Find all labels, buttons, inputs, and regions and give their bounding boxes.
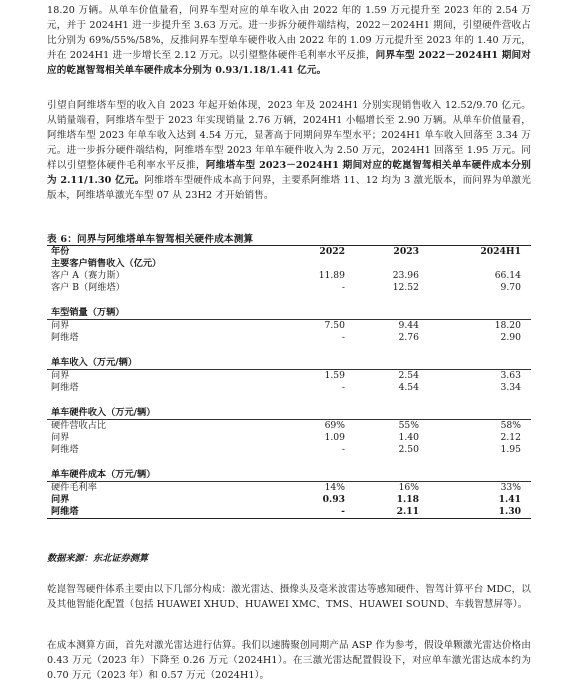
cost-table xyxy=(47,245,531,519)
table-row xyxy=(47,382,531,394)
cell-2024h1: 3.34 xyxy=(500,382,521,393)
paragraph-bold-conclusion: 问界车型 2022－2024H1 期间对应的乾崑智驾相关单车硬件成本分别为 0.93/1.18/1.41 亿元。 xyxy=(47,50,531,76)
cell-2024h1: 1.95 xyxy=(500,444,521,455)
row-label: 硬件毛利率 xyxy=(51,482,97,493)
cell-2023: 12.52 xyxy=(392,282,419,293)
paragraph-lidar-estimate xyxy=(47,638,531,683)
cell-2024h1: 1.41 xyxy=(498,494,521,505)
cell-2023: 16% xyxy=(398,482,419,493)
cell-2023: 2.50 xyxy=(398,444,419,455)
cell-2022: - xyxy=(341,382,345,393)
cell-2022: 7.50 xyxy=(324,320,345,331)
cell-2022: 14% xyxy=(324,482,345,493)
paragraph-text: 引望自阿维塔车型的收入自 2023 年起开始体现，2023 年及 2024H1 分别实现销售收入 12.52/9.70 亿元。从销量端看，阿维塔车型于 2023 年实现销量 2.76 万辆，2024H1 小幅增长至 2.90 万辆。从单车价值量看，阿维塔车型 2023 年单车收入达到 4.54 万元，显著高于同期问界车型水平；2024H1 单车收入回落至 3.34 万元。进一步拆分硬件端结构，阿维塔车型 2023 年单车硬件收入为 2.50 万元，2024H1 回落至 1.95 万元。同样以引望整体硬件毛利率水平反推， xyxy=(47,100,531,171)
row-label: 阿维塔 xyxy=(51,506,79,517)
table-section-row xyxy=(47,258,531,270)
cell-2023: 2.11 xyxy=(396,506,419,517)
header-col-2022: 2022 xyxy=(319,246,345,257)
row-label: 单车收入（万元/辆） xyxy=(51,357,138,368)
table-row xyxy=(47,444,531,456)
table-gap xyxy=(47,344,531,357)
table-body xyxy=(47,258,531,518)
cell-2024h1: 3.63 xyxy=(500,370,521,381)
paragraph-text: 18.20 万辆。从单车价值量看，问界车型对应的单车收入由 2022 年的 1.59 万元提升至 2023 年的 2.54 万元，并于 2024H1 进一步提升至 3.63 万元。进一步拆分硬件端结构，2022－2024H1 期间，引望硬件营收占比分别为 69%/55%/58%，反推问界车型单车硬件收入由 2022 年的 1.09 万元提升至 2023 年的 1.40 万元，并在 2024H1 进一步增长至 2.12 万元。以引望整体硬件毛利率水平反推， xyxy=(47,5,531,61)
table-row xyxy=(47,506,531,518)
cell-2022: - xyxy=(341,332,345,343)
header-col-2024h1: 2024H1 xyxy=(480,246,521,257)
cell-2023: 23.96 xyxy=(392,270,419,281)
paragraph-hardware-composition xyxy=(47,582,531,612)
cell-2023: 1.18 xyxy=(396,494,419,505)
row-label: 问界 xyxy=(51,432,70,443)
table-section-row xyxy=(47,407,531,420)
row-label: 主要客户销售收入（亿元） xyxy=(51,258,162,269)
cell-2023: 2.54 xyxy=(398,370,419,381)
table-row xyxy=(47,370,531,382)
table-section-row xyxy=(47,357,531,370)
paragraph-bold-conclusion: 阿维塔车型 2023－2024H1 期间对应的乾崑智驾相关单车硬件成本分别为 2.11/1.30 亿元。 xyxy=(47,160,531,186)
table-row xyxy=(47,482,531,494)
row-label: 单车硬件成本（万元/辆） xyxy=(51,469,156,480)
cell-2022: 11.89 xyxy=(318,270,345,281)
row-label: 阿维塔 xyxy=(51,332,79,343)
header-col-2023: 2023 xyxy=(393,246,419,257)
table-row xyxy=(47,420,531,432)
table-gap xyxy=(47,456,531,469)
table-row xyxy=(47,320,531,332)
paragraph-text: 乾崑智驾硬件体系主要由以下几部分构成：激光雷达、摄像头及毫米波雷达等感知硬件、智驾计算平台 MDC，以及其他智能化配置（包括 HUAWEI XHUD、HUAWEI XMC、TMS、HUAWEI SOUND、车载智慧屏等）。 xyxy=(47,584,531,610)
cell-2022: 0.93 xyxy=(322,494,345,505)
table-row xyxy=(47,282,531,294)
cell-2022: - xyxy=(341,282,345,293)
cell-2023: 55% xyxy=(398,420,419,431)
row-label: 客户 A（赛力斯） xyxy=(51,270,125,281)
cell-2022: - xyxy=(341,506,345,517)
cell-2024h1: 33% xyxy=(500,482,521,493)
cell-2024h1: 66.14 xyxy=(494,270,521,281)
row-label: 问界 xyxy=(51,370,70,381)
table-bottom-rule xyxy=(47,518,531,519)
table-title: 表 6：问界与阿维塔单车智驾相关硬件成本测算 xyxy=(47,234,254,245)
row-label: 硬件营收占比 xyxy=(51,420,107,431)
paragraph-text-tail: 阿维塔车型硬件成本高于问界，主要系阿维塔 11、12 均为 3 激光版本，而问界为单激光版本，阿维塔单激光车型 07 从 23H2 才开始销售。 xyxy=(47,175,531,201)
table-row xyxy=(47,432,531,444)
paragraph-avatr-cost xyxy=(47,98,531,203)
table-row xyxy=(47,494,531,506)
cell-2022: 69% xyxy=(324,420,345,431)
header-label: 年份 xyxy=(51,246,70,257)
row-label: 问界 xyxy=(51,320,70,331)
paragraph-wenjie-cost xyxy=(47,3,531,78)
cell-2024h1: 9.70 xyxy=(500,282,521,293)
row-label: 阿维塔 xyxy=(51,382,79,393)
cell-2022: - xyxy=(341,444,345,455)
cell-2024h1: 2.90 xyxy=(500,332,521,343)
paragraph-text: 在成本测算方面，首先对激光雷达进行估算。我们以速腾聚创同期产品 ASP 作为参考，假设单颗激光雷达价格由 0.43 万元（2023 年）下降至 0.26 万元（2024H1）。在三激光雷达配置假设下，对应单车激光雷达成本约为 0.70 万元（2023 年）和 0.57 万元（2024H1）。 xyxy=(47,640,531,681)
table-gap xyxy=(47,294,531,307)
cell-2023: 9.44 xyxy=(398,320,419,331)
cell-2023: 4.54 xyxy=(398,382,419,393)
table-section-row xyxy=(47,307,531,320)
cell-2024h1: 58% xyxy=(500,420,521,431)
table-header-row xyxy=(47,246,531,258)
table-gap xyxy=(47,394,531,407)
cell-2023: 2.76 xyxy=(398,332,419,343)
row-label: 阿维塔 xyxy=(51,444,79,455)
table-row xyxy=(47,270,531,282)
table-source-note: 数据来源：东北证券测算 xyxy=(47,553,149,564)
cell-2022: 1.59 xyxy=(324,370,345,381)
row-label: 车型销量（万辆） xyxy=(51,307,125,318)
table-section-row xyxy=(47,469,531,482)
cell-2024h1: 18.20 xyxy=(494,320,521,331)
cell-2024h1: 2.12 xyxy=(500,432,521,443)
table-row xyxy=(47,332,531,344)
row-label: 问界 xyxy=(51,494,70,505)
cell-2022: 1.09 xyxy=(324,432,345,443)
cell-2024h1: 1.30 xyxy=(498,506,521,517)
row-label: 单车硬件收入（万元/辆） xyxy=(51,407,156,418)
cell-2023: 1.40 xyxy=(398,432,419,443)
row-label: 客户 B（阿维塔） xyxy=(51,282,125,293)
